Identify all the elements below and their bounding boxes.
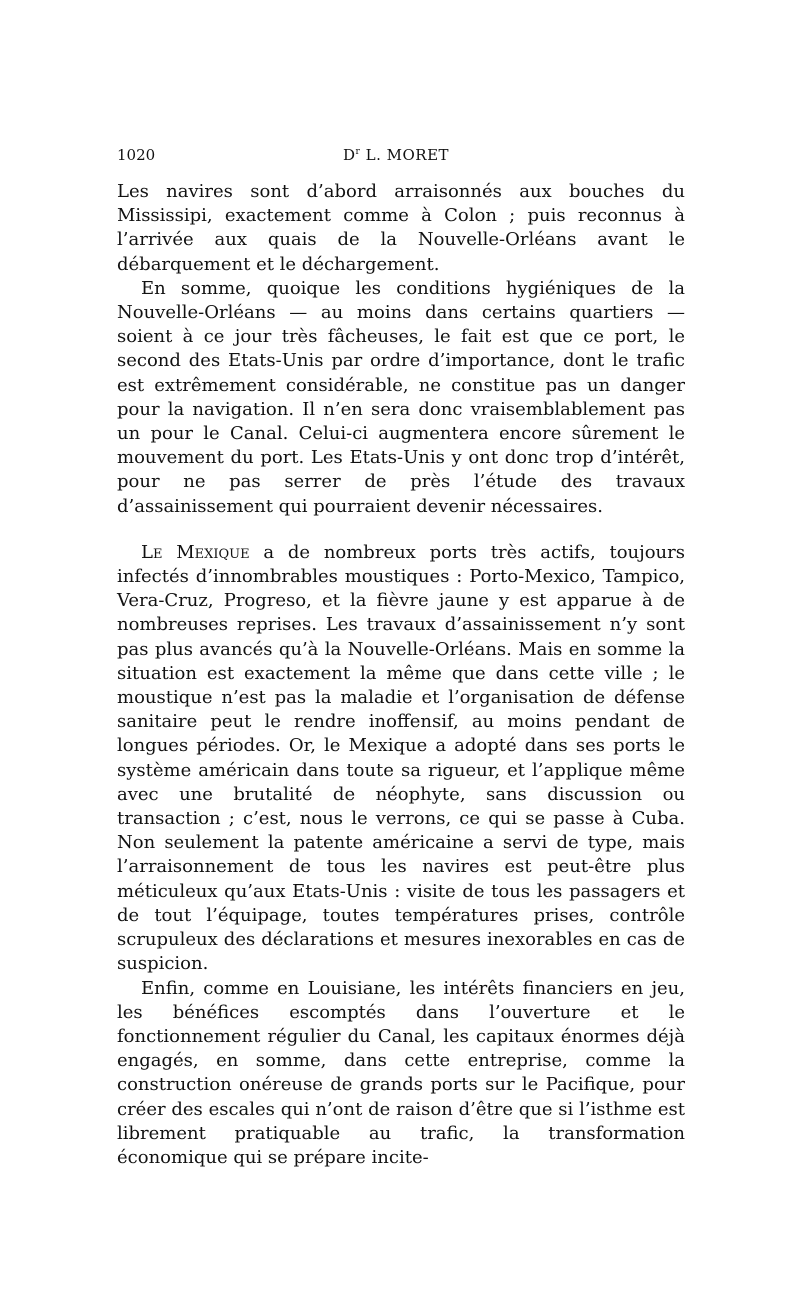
paragraph-mexique [117,541,685,977]
author-prefix: D [343,146,356,164]
author-prefix-sup: r [355,147,361,157]
paragraph: Enfin, comme en Louisiane, les intérêts financiers en jeu, les bénéfices escomptés dans l’ouverture et le fonctionnement régulier du Canal, les capitaux énormes déjà engagés, en somme, dans cette entreprise, comme la construction onéreuse de grands ports sur le Pacifique, pour créer des escales qui n’ont de raison d’être que si l’isthme est librement pratiquable au trafic, la transformation économique qui se prépare incite- [117,977,685,1168]
section-lead-smallcaps: Le Mexique [141,541,250,563]
body-text [117,180,685,1170]
paragraph-text: a de nombreux ports très actifs, toujours infectés d’innombrables moustiques : Porto-Mexico, Tampico, Vera-Cruz, Progreso, et la fièvre jaune y est apparue à de nombreuses reprises. Les travaux d’assainissement n’y sont pas plus avancés qu’à la Nouvelle-Orléans. Mais en somme la situation est exactement la même que dans cette ville ; le moustique n’est pas la maladie et l’organisation de défense sanitaire peut le rendre inoffensif, au moins pendant de longues périodes. Or, le Mexique a adopté dans ses ports le système américain dans toute sa rigueur, et l’applique même avec une brutalité de néophyte, sans discussion ou transaction ; c’est, nous le verrons, ce qui se passe à Cuba. Non seulement la patente américaine a servi de type, mais l’arraisonnement de tous les navires est peut-être plus méticuleux qu’aux Etats-Unis : visite de tous les passagers et de tout l’équipage, toutes températures prises, contrôle scrupuleux des déclarations et mesures inexorables en cas de suspicion. [117,541,685,975]
page-number: 1020 [117,146,156,164]
author-header [343,146,449,164]
paragraph: Les navires sont d’abord arraisonnés aux bouches du Mississipi, exactement comme à Colon ; puis reconnus à l’arrivée aux quais de la Nouvelle-Orléans avant le débarquement et le déchargement. [117,181,685,275]
paragraph: En somme, quoique les conditions hygiéniques de la Nouvelle-Orléans — au moins dans certains quartiers — soient à ce jour très fâcheuses, le fait est que ce port, le second des Etats-Unis par ordre d’importance, dont le trafic est extrêmement considérable, ne constitue pas un danger pour la navigation. Il n’en sera donc vraisemblablement pas un pour le Canal. Celui-ci augmentera encore sûrement le mouvement du port. Les Etats-Unis y ont donc trop d’intérêt, pour ne pas serrer de près l’étude des travaux d’assainissement qui pourraient devenir nécessaires. [117,277,685,517]
running-header [117,146,717,170]
author-name: L. MORET [365,146,450,164]
